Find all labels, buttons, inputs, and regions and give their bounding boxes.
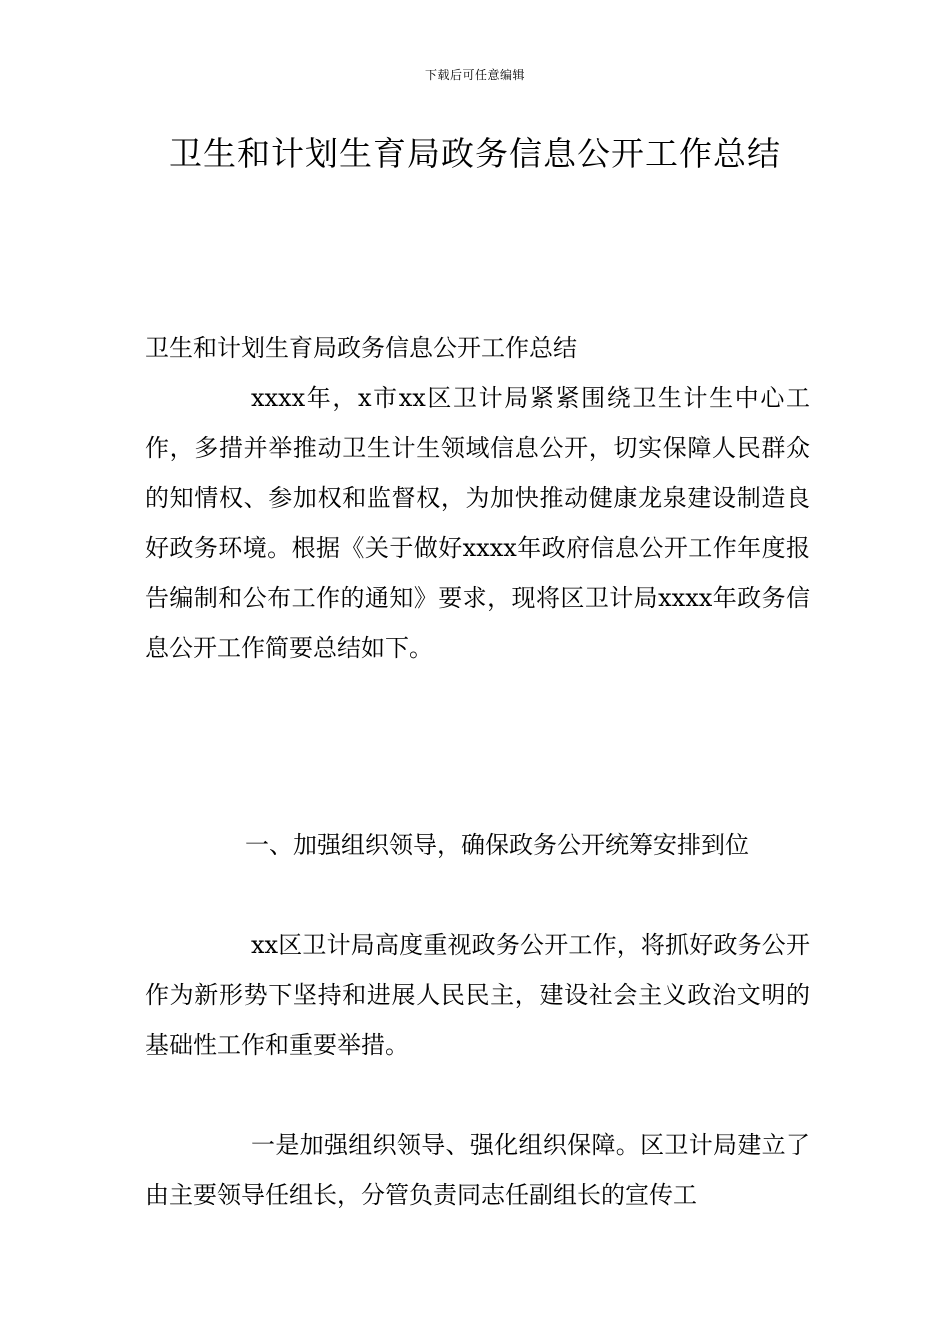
paragraph-intro: xxxx年，x市xx区卫计局紧紧围绕卫生计生中心工作，多措并举推动卫生计生领域信息公开，切实保障人民群众的知情权、参加权和监督权，为加快推动健康龙泉建设制造良好政务环境。根据《关于做好xxxx年政府信息公开工作年度报告编制和公布工作的通知》要求，现将区卫计局xxxx年政务信息公开工作简要总结如下。 — [145, 384, 810, 662]
paragraph-body: xx区卫计局高度重视政务公开工作，将抓好政务公开作为新形势下坚持和进展人民民主，建设社会主义政治文明的基础性工作和重要举措。 — [145, 931, 810, 1059]
header-note: 下载后可任意编辑 — [424, 68, 525, 82]
paragraph-body: 一是加强组织领导、强化组织保障。区卫计局建立了由主要领导任组长，分管负责同志任副组长的宣传工 — [145, 1131, 810, 1209]
document-subtitle: 卫生和计划生育局政务信息公开工作总结 — [145, 334, 577, 362]
section-heading: 一、加强组织领导，确保政务公开统筹安排到位 — [245, 831, 749, 859]
document-title: 卫生和计划生育局政务信息公开工作总结 — [169, 134, 781, 173]
